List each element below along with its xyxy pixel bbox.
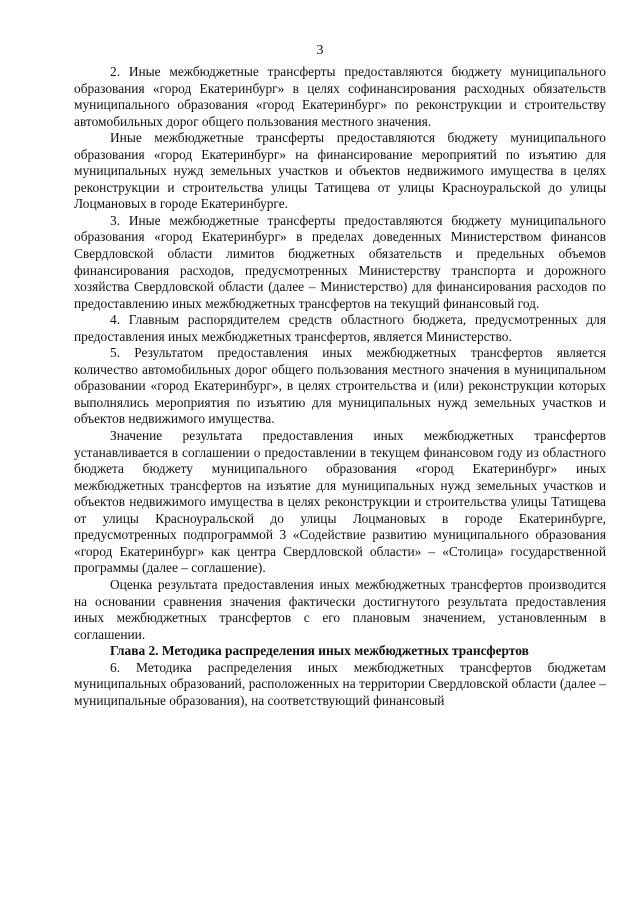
- paragraph: 5. Результатом предоставления иных межбюджетных трансфертов является количество автомобильных дорог общего пользования местного значения в муниципальном образовании «город Екатеринбург», в целях строительства и (или) реконструкции которых выполнялись мероприятия по изъятию для муниципальных нужд земельных участков и объектов недвижимого имущества.: [74, 345, 606, 427]
- paragraph: 4. Главным распорядителем средств областного бюджета, предусмотренных для предоставления иных межбюджетных трансфертов, является Министерство.: [74, 312, 606, 344]
- document-body: [74, 64, 606, 709]
- paragraph: 3. Иные межбюджетные трансферты предоставляются бюджету муниципального образования «город Екатеринбург» в пределах доведенных Министерством финансов Свердловской области лимитов бюджетных обязательств и предельных объемов финансирования расходов, предусмотренных Министерству транспорта и дорожного хозяйства Свердловской области (далее – Министерство) для финансирования расходов по предоставлению иных межбюджетных трансфертов на текущий финансовый год.: [74, 212, 606, 311]
- paragraph: Оценка результата предоставления иных межбюджетных трансфертов производится на основании сравнения значения фактически достигнутого результата предоставления иных межбюджетных трансфертов с его плановым значением, установленным в соглашении.: [74, 576, 606, 642]
- paragraph: 6. Методика распределения иных межбюджетных трансфертов бюджетам муниципальных образований, расположенных на территории Свердловской области (далее – муниципальные образования), на соответствующий финансовый: [74, 659, 606, 708]
- paragraph: Значение результата предоставления иных межбюджетных трансфертов устанавливается в соглашении о предоставлении в текущем финансовом году из областного бюджета бюджету муниципального образования «город Екатеринбург» иных межбюджетных трансфертов на изъятие для муниципальных нужд земельных участков и объектов недвижимого имущества в целях реконструкции и строительства улицы Татищева от улицы Красноуральской до улицы Лоцмановых в городе Екатеринбурге, предусмотренных подпрограммой 3 «Содействие развитию муниципального образования «город Екатеринбург» как центра Свердловской области» – «Столица» государственной программы (далее – соглашение).: [74, 428, 606, 576]
- paragraph: 2. Иные межбюджетные трансферты предоставляются бюджету муниципального образования «город Екатеринбург» в целях софинансирования расходных обязательств муниципального образования «город Екатеринбург» по реконструкции и строительству автомобильных дорог общего пользования местного значения.: [74, 64, 606, 129]
- paragraph: Иные межбюджетные трансферты предоставляются бюджету муниципального образования «город Екатеринбург» на финансирование мероприятий по изъятию для муниципальных нужд земельных участков и объектов недвижимого имущества в целях реконструкции и строительства улицы Татищева от улицы Красноуральской до улицы Лоцмановых в городе Екатеринбурге.: [74, 130, 606, 212]
- chapter-heading: Глава 2. Методика распределения иных межбюджетных трансфертов: [110, 643, 529, 659]
- page-number: 3: [316, 43, 324, 58]
